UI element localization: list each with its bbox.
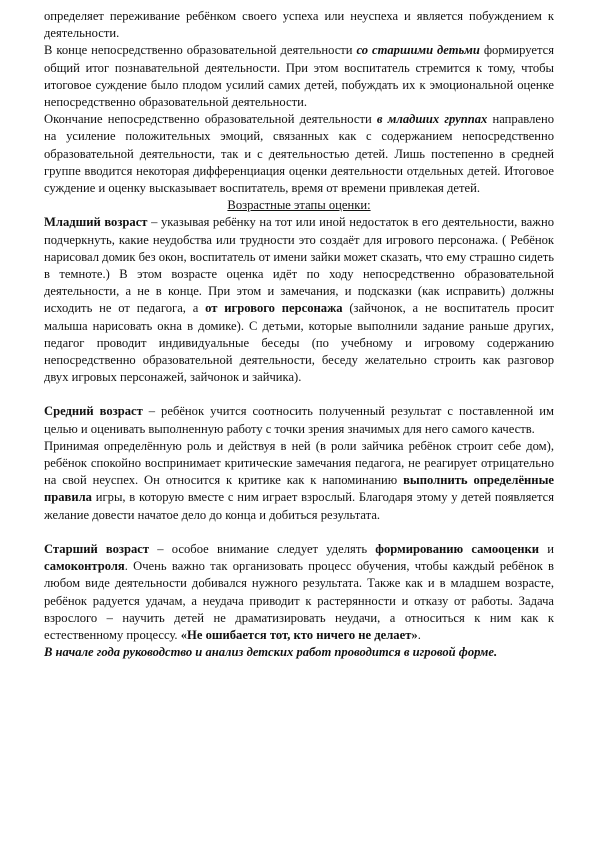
younger-text-start: Окончание непосредственно образовательной деятельности [44,112,377,127]
intro-text: определяет переживание ребёнком своего успеха или неуспеха и является побуждением к деятельности. [44,9,554,41]
middle-role-text-end: игры, в которую вместе с ним играет взрослый. Благодаря этому у детей появляется желание довести начатое дело до конца и добиться результата. [44,490,554,522]
senior-emphasis-1: формированию самооценки [375,541,540,556]
senior-quote: «Не ошибается тот, кто ничего не делает» [180,627,418,642]
document-page [44,8,554,661]
senior-label: Старший возраст [44,541,150,556]
paragraph-younger-groups [44,111,554,197]
younger-emphasis: в младших группах [376,112,488,127]
senior-emphasis-2: самоконтроля [44,559,125,574]
paragraph-intro [44,8,554,42]
paragraph-middle-age [44,403,554,437]
paragraph-middle-role [44,438,554,524]
junior-label: Младший возраст [44,215,148,230]
spacer [44,386,554,403]
middle-label: Средний возраст [44,404,143,419]
paragraph-final-note: В начале года руководство и анализ детских работ проводится в игровой форме. [44,645,498,660]
paragraph-senior-age [44,541,554,644]
spacer [44,524,554,541]
junior-text-end: (зайчонок, а не воспитатель просит малыша нарисовать окна в домике). С детьми, которые выполнили задание раньше других, педагог проводит индивидуальные беседы (по учебному и игровому содержанию непосредственно образовательной деятельности, беседу желательно строить как разговор двух игровых персонажей, зайчонок и зайчика). [44,301,554,385]
senior-text-2: и [539,541,554,556]
older-emphasis: со старшими детьми [356,43,480,58]
older-text-end: формируется общий итог познавательной деятельности. При этом воспитатель стремится к тому, чтобы итоговое суждение было плодом усилий самих детей, побуждать их к эмоциональной оценке непосредственно образовательной деятельности. [44,43,554,110]
paragraph-junior-age [44,214,554,386]
junior-text-start: – указывая ребёнку на тот или иной недостаток в его деятельности, важно подчеркнуть, какие неудобства или трудности это создаёт для игрового персонажа. ( Ребёнок нарисовал домик без окон, воспитатель от имени зайки может сказать, что ему страшно сидеть в темноте.) В этом возрасте оценка идёт по ходу непосредственно образовательной деятельности, а не в конце. При этом и замечания, и подсказки (как исправить) должны исходить не от педагога, а [44,215,555,316]
senior-text-4: . [417,627,421,642]
senior-text-3: . Очень важно так организовать процесс обучения, чтобы каждый ребёнок в любом виде деятельности добивался нужного результата. Также как и в младшем возрасте, ребёнок радуется удачам, а неудача приводит к растерянности и отказу от работы. Задача взрослого – научить детей не драматизировать неудачи, а относиться к ним как к естественному процессу. [44,559,554,642]
senior-text-1: – особое внимание следует уделять [149,541,376,556]
younger-text-end: направлено на усиление положительных эмоций, связанных как с содержанием непосредственно образовательной деятельности, так и с деятельностью детей. Лишь постепенно в средней группе вводится некоторая дифференциация оценки деятельности отдельных детей. Итоговое суждение и оценку высказывает воспитатель, время от времени привлекая детей. [44,112,554,196]
paragraph-older-children [44,42,554,111]
junior-emphasis: от игрового персонажа [205,301,343,316]
middle-role-emphasis: выполнить определённые правила [44,473,554,505]
middle-text: – ребёнок учится соотносить полученный результат с поставленной им целью и оценивать выполненную работу с точки зрения значимых для него самого качеств. [44,404,554,436]
older-text-start: В конце непосредственно образовательной деятельности [44,43,357,58]
section-heading: Возрастные этапы оценки: [227,198,371,213]
middle-role-text-start: Принимая определённую роль и действуя в ней (в роли зайчика ребёнок строит себе дом), ребёнок спокойно воспринимает критические замечания педагога, не реагирует отрицательно на свой неуспех. Он относится к критике как к напоминанию [44,438,554,488]
